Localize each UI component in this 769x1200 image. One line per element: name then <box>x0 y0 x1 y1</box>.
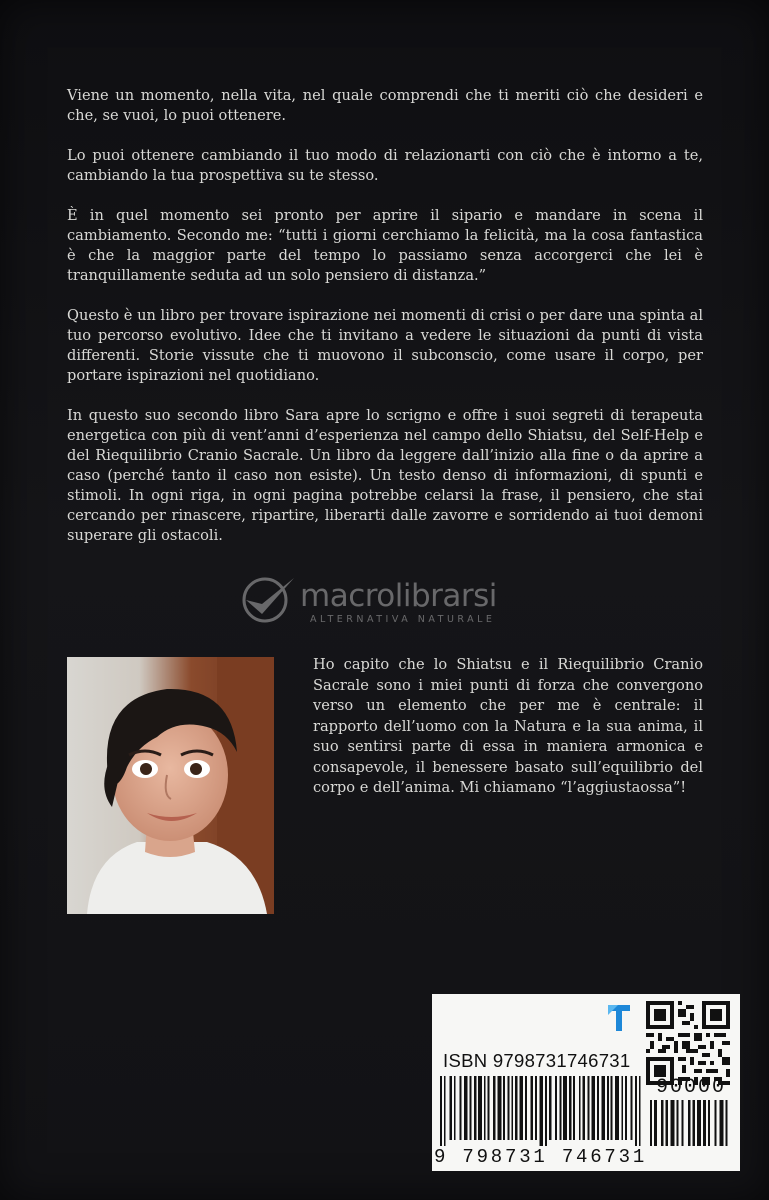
barcode-bar <box>677 1100 679 1146</box>
barcode-bar <box>726 1100 728 1146</box>
barcode-bar <box>639 1076 641 1146</box>
author-bio: Ho capito che lo Shiatsu e il Riequilibrio Cranio Sacrale sono i miei punti di forza che convergono verso un elemento che per me è centrale: il rapporto dell’uomo con la Natura e la sua anima, il suo sentirsi parte di essa in maniera armonica e consapevole, il benessere basato sull’equilibrio del corpo e dell’anima. Mi chiamano “l’aggiustaossa”! <box>313 656 703 796</box>
barcode-bar <box>484 1076 486 1140</box>
barcode-bar <box>697 1100 701 1146</box>
barcode-bar <box>588 1076 590 1140</box>
barcode-bar <box>579 1076 581 1140</box>
macrolibrarsi-watermark <box>238 572 538 632</box>
barcode-bar <box>583 1076 586 1140</box>
barcode-bar <box>597 1076 599 1140</box>
watermark-name: macrolibrarsi <box>300 578 497 614</box>
barcode-bar <box>703 1100 706 1146</box>
barcode-bar <box>719 1100 723 1146</box>
barcode-bar <box>545 1076 547 1146</box>
barcode-bar <box>474 1076 477 1140</box>
barcode-bar <box>714 1100 716 1146</box>
ean-digits-text: 9 798731 746731 <box>434 1146 648 1168</box>
watermark-tagline: ALTERNATIVA NATURALE <box>310 614 496 625</box>
barcode-bar <box>563 1076 567 1140</box>
barcode-bar <box>464 1076 468 1140</box>
barcode-bar <box>511 1076 513 1140</box>
barcode-label <box>432 994 740 1171</box>
author-photo <box>67 657 274 914</box>
barcode-bar <box>665 1100 668 1146</box>
barcode-bar <box>569 1076 572 1140</box>
ean-barcode <box>440 1076 646 1146</box>
barcode-bar <box>688 1100 691 1146</box>
barcode-bar <box>454 1076 456 1140</box>
barcode-bar <box>535 1076 537 1140</box>
barcode-bar <box>519 1076 523 1140</box>
barcode-bar <box>615 1076 619 1140</box>
barcode-bar <box>515 1076 518 1140</box>
paragraph-4: Questo è un libro per trovare ispirazione nei momenti di crisi o per dare una spinta al tuo percorso evolutivo. Idee che ti invitano a vedere le situazioni da punti di vista differenti. Storie vissute che ti muovono il subconscio, come usare il corpo, per portare ispirazioni nel quotidiano. <box>67 307 703 384</box>
blurb-text <box>67 86 703 566</box>
barcode-bar <box>539 1076 543 1146</box>
barcode-bar <box>682 1100 684 1146</box>
barcode-bar <box>503 1076 505 1140</box>
barcode-bar <box>611 1076 613 1140</box>
barcode-bar <box>654 1100 657 1146</box>
barcode-bar <box>573 1076 575 1140</box>
macrolibrarsi-logo-icon <box>238 574 296 624</box>
paragraph-5: In questo suo secondo libro Sara apre lo scrigno e offre i suoi segreti di terapeuta energetica con più di vent’anni d’esperienza nel campo dello Shiatsu, del Self-Help e del Riequilibrio Cranio Sacrale. Un libro da leggere dall’inizio alla fine o da aprire a caso (perché tanto il caso non esiste). Un testo denso di informazioni, di spunti e stimoli. In ogni riga, in ogni pagina potrebbe celarsi la frase, il pensiero, che stai cercando per rinascere, ripartire, liberarti dalle zavorre e sorridendo ai tuoi demoni superare gli ostacoli. <box>67 407 703 544</box>
barcode-bar <box>559 1076 561 1140</box>
barcode-bar <box>601 1076 605 1140</box>
barcode-bar <box>670 1100 674 1146</box>
barcode-bar <box>440 1076 442 1146</box>
barcode-bar <box>625 1076 627 1140</box>
paragraph-1: Viene un momento, nella vita, nel quale comprendi che ti meriti ciò che desideri e che, se vuoi, lo puoi ottenere. <box>67 87 703 124</box>
barcode-bar <box>508 1076 510 1140</box>
publisher-logo-icon <box>606 1003 632 1033</box>
isbn-text: ISBN 9798731746731 <box>443 1050 631 1071</box>
qr-code-icon <box>646 1001 730 1085</box>
addon-barcode <box>650 1100 732 1146</box>
barcode-bar <box>635 1076 637 1146</box>
barcode-bar <box>531 1076 534 1140</box>
barcode-bar <box>525 1076 527 1140</box>
barcode-bar <box>469 1076 471 1140</box>
barcode-bar <box>478 1076 482 1140</box>
barcode-bar <box>661 1100 663 1146</box>
barcode-bar <box>549 1076 552 1140</box>
barcode-bar <box>693 1100 695 1146</box>
barcode-bar <box>708 1100 710 1146</box>
barcode-bar <box>498 1076 502 1140</box>
barcode-bar <box>631 1076 633 1140</box>
barcode-bar <box>444 1076 446 1146</box>
barcode-bar <box>488 1076 490 1140</box>
paragraph-2: Lo puoi ottenere cambiando il tuo modo di relazionarti con ciò che è intorno a te, cambiando la tua prospettiva su te stesso. <box>67 147 703 184</box>
barcode-bar <box>493 1076 496 1140</box>
barcode-bar <box>650 1100 652 1146</box>
barcode-bar <box>459 1076 461 1140</box>
paragraph-3: È in quel momento sei pronto per aprire il sipario e mandare in scena il cambiamento. Secondo me: “tutti i giorni cerchiamo la felicità, ma la cosa fantastica è che la maggior parte del tempo lo passiamo senza accorgerci che lei è tranquillamente seduta ad un solo pensiero di distanza.” <box>67 207 703 284</box>
barcode-bar <box>591 1076 595 1140</box>
barcode-bar <box>555 1076 557 1140</box>
barcode-bar <box>621 1076 623 1140</box>
price-code-text: 90000 <box>656 1076 727 1099</box>
barcode-bar <box>607 1076 609 1140</box>
barcode-bar <box>449 1076 452 1140</box>
